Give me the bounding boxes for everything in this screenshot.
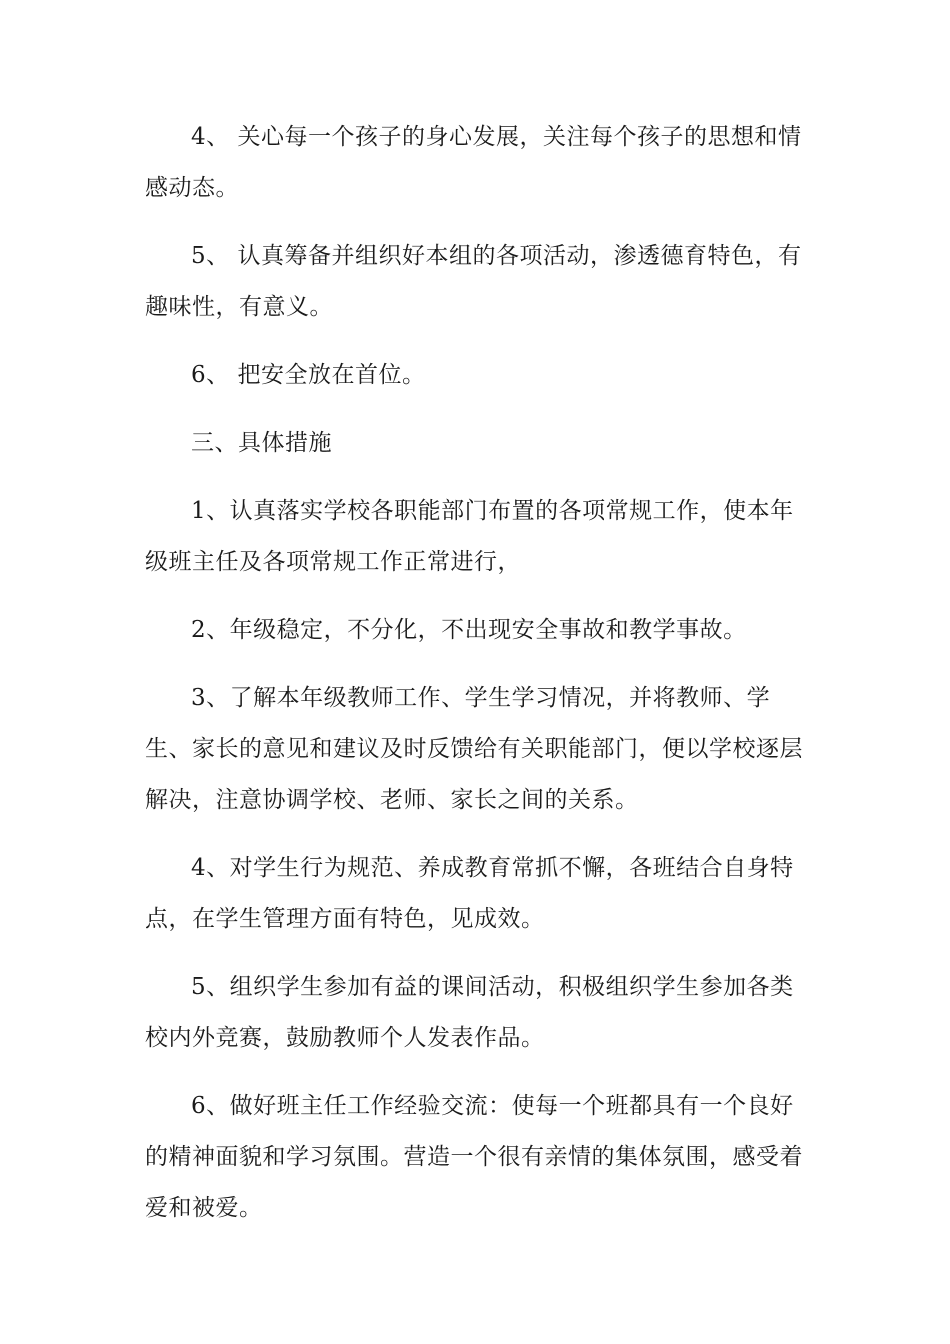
- document-body: [145, 112, 810, 1251]
- measure-item-4: 4、对学生行为规范、养成教育常抓不懈，各班结合自身特点，在学生管理方面有特色，见成效。: [145, 855, 794, 932]
- paragraph-item-5: 5、 认真筹备并组织好本组的各项活动，渗透德育特色，有趣味性，有意义。: [145, 243, 802, 320]
- measure-item-2: 2、年级稳定，不分化，不出现安全事故和教学事故。: [191, 617, 747, 643]
- measure-item-3: 3、了解本年级教师工作、学生学习情况，并将教师、学生、家长的意见和建议及时反馈给有关职能部门，便以学校逐层解决，注意协调学校、老师、家长之间的关系。: [145, 685, 803, 813]
- paragraph-item-4: 4、 关心每一个孩子的身心发展，关注每个孩子的思想和情感动态。: [145, 124, 802, 201]
- measure-item-1: 1、认真落实学校各职能部门布置的各项常规工作，使本年级班主任及各项常规工作正常进行，: [145, 498, 794, 575]
- paragraph-item-6: 6、 把安全放在首位。: [191, 362, 426, 388]
- measure-item-6: 6、做好班主任工作经验交流：使每一个班都具有一个良好的精神面貌和学习氛围。营造一个很有亲情的集体氛围，感受着爱和被爱。: [145, 1093, 803, 1221]
- section-heading-measures: 三、具体措施: [191, 430, 332, 456]
- measure-item-5: 5、组织学生参加有益的课间活动，积极组织学生参加各类校内外竞赛，鼓励教师个人发表作品。: [145, 974, 794, 1051]
